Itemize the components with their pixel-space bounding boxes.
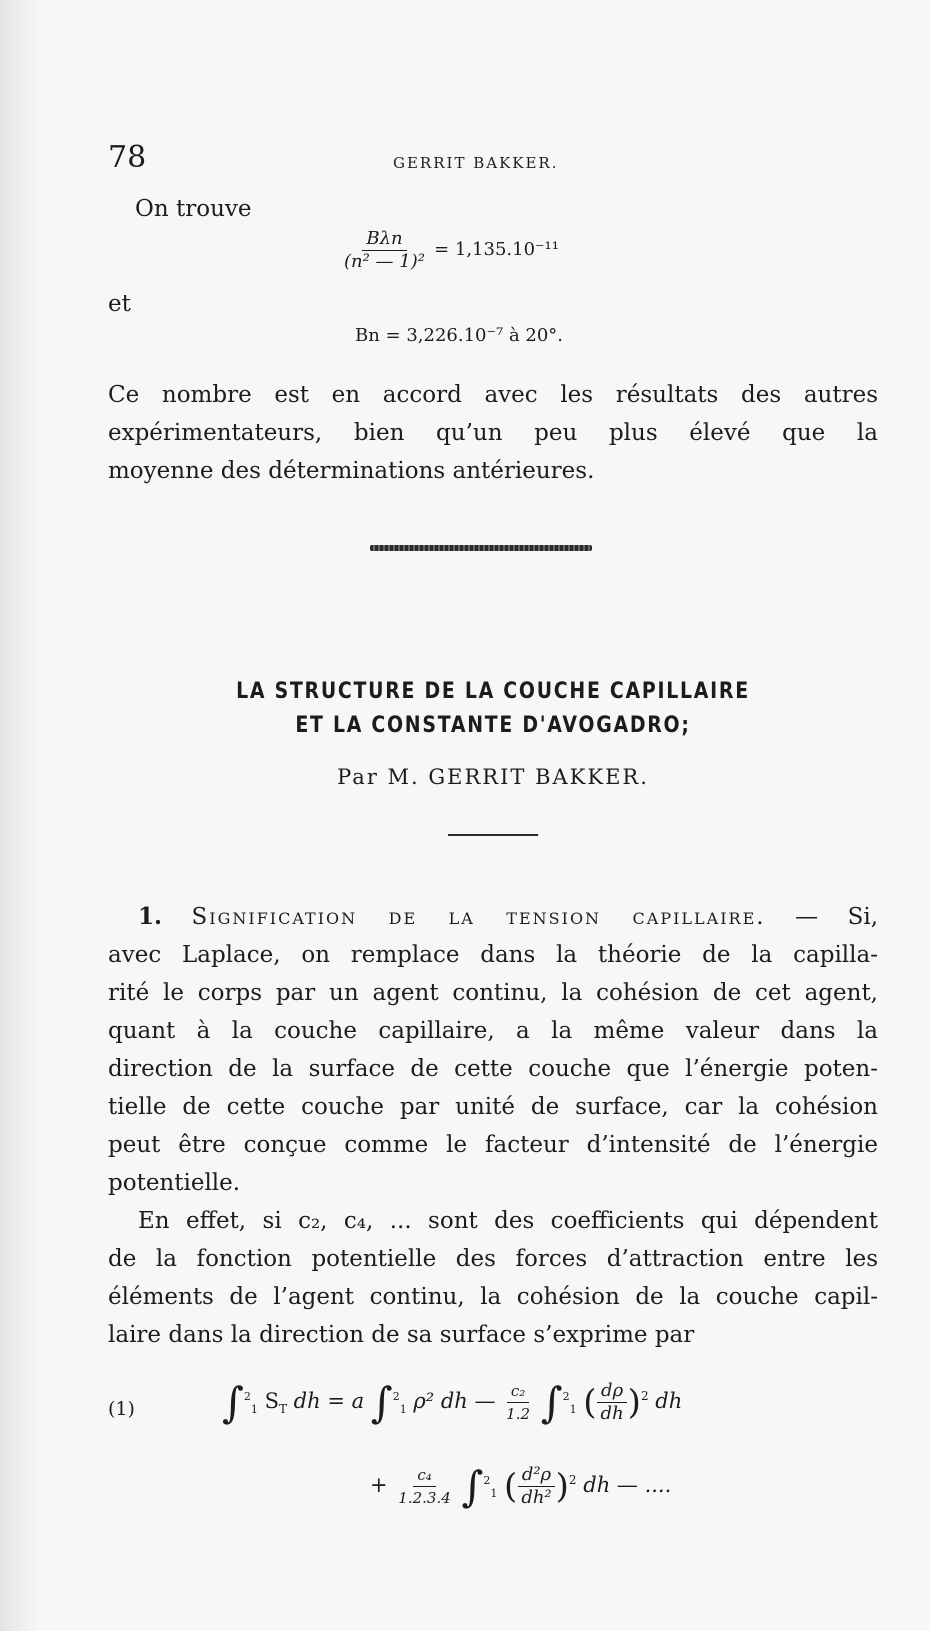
integral-upper-limit: 2 [243,1390,251,1403]
section-heading: Signification de la tension capillaire. [191,904,766,930]
equation-1 [340,228,559,273]
integral-lower-limit: 1 [569,1403,577,1417]
paragraph-2-line-4: laire dans la direction de sa surface s’exprime par [108,1322,695,1348]
equation-1-numerator: Bλn [362,228,406,251]
derivative-denominator: dh² [521,1487,552,1508]
paren-close: ) [555,1466,569,1507]
formula-derivative-1 [597,1380,628,1425]
conclusion-line-1: Ce nombre est en accord avec les résultats des autres [108,382,878,408]
page-number: 78 [108,140,147,175]
section-1-line-2: avec Laplace, on remplace dans la théorie de la capilla- [108,942,878,968]
formula-line-1 [222,1378,682,1427]
integral-sign: ∫ [461,1462,484,1511]
integral-lower-limit: 1 [399,1403,407,1417]
section-1-line-7: peut être conçue comme le facteur d’intensité de l’énergie [108,1132,878,1158]
running-title: GERRIT BAKKER. [393,154,559,172]
equation-1-fraction [340,228,429,273]
derivative-numerator: dρ [597,1380,627,1403]
paragraph-2-line-1: En effet, si c₂, c₄, ... sont des coefficients qui dépendent [138,1208,878,1234]
article-title-line-1: LA STRUCTURE DE LA COUCHE CAPILLAIRE [236,679,750,704]
conclusion-paragraph [108,376,878,490]
formula-s-sub: T [278,1402,287,1417]
section-1-line-4: quant à la couche capillaire, a la même valeur dans la [108,1018,878,1044]
integral-upper-limit: 2 [392,1390,400,1403]
integral-lower-limit: 1 [250,1403,258,1417]
article-title [162,675,824,743]
conclusion-line-3: moyenne des déterminations antérieures. [108,458,595,484]
fraction-denominator: 1.2 [506,1405,531,1423]
formula-plus: + [370,1473,388,1497]
formula-fraction-c4 [394,1464,454,1509]
fraction-numerator: c₂ [507,1380,529,1403]
integral-upper-limit: 2 [483,1474,491,1487]
et-text: et [108,291,131,317]
formula-term-3: dh [655,1389,683,1413]
article-author: Par M. GERRIT BAKKER. [337,765,649,789]
derivative-numerator: d²ρ [518,1464,555,1487]
conclusion-line-2: expérimentateurs, bien qu’un peu plus élevé que la [108,420,878,446]
on-trouve-text: On trouve [135,196,252,222]
paren-open: ( [504,1466,518,1507]
formula-label: (1) [108,1398,135,1420]
section-1-line-3: rité le corps par un agent continu, la cohésion de cet agent, [108,980,878,1006]
article-title-line-2: ET LA CONSTANTE D'AVOGADRO; [295,713,691,738]
section-1-line-5: direction de la surface de cette couche que l’énergie poten- [108,1056,878,1082]
derivative-denominator: dh [600,1403,624,1424]
integral-sign: ∫ [370,1378,393,1427]
formula-term-4: dh — .... [583,1473,672,1497]
equation-2: Bn = 3,226.10⁻⁷ à 20°. [355,325,564,346]
integral-sign: ∫ [222,1378,244,1427]
formula-line-2 [370,1462,671,1511]
section-1-line-1 [108,898,878,936]
formula-term-2: ρ² dh — [413,1389,496,1413]
formula-term-1: dh = a [293,1389,365,1413]
section-1-paragraph [108,898,878,1202]
section-divider [370,545,592,551]
formula-derivative-2 [517,1464,555,1509]
section-1-line-6: tielle de cette couche par unité de surface, car la cohésion [108,1094,878,1120]
formula-fraction-c2 [502,1380,534,1425]
running-head [108,140,888,180]
section-number: 1. [138,903,163,930]
scan-edge [0,0,40,1631]
paragraph-2-line-3: éléments de l’agent continu, la cohésion de la couche capil- [108,1284,878,1310]
paragraph-2-line-2: de la fonction potentielle des forces d’attraction entre les [108,1246,878,1272]
section-1-line-8: potentielle. [108,1170,241,1196]
integral-upper-limit: 2 [562,1390,570,1403]
formula-s: S [264,1389,279,1413]
formula-exponent: 2 [640,1389,649,1403]
section-1-line-1-tail: — Si, [795,904,879,930]
paragraph-2 [108,1202,878,1354]
paren-close: ) [627,1382,641,1423]
integral-lower-limit: 1 [490,1487,498,1501]
equation-1-denominator: (n² — 1)² [344,251,425,272]
integral-sign: ∫ [540,1378,563,1427]
paren-open: ( [583,1382,597,1423]
equation-1-rhs: = 1,135.10⁻¹¹ [434,239,559,260]
formula-exponent: 2 [568,1473,577,1487]
title-rule [448,834,538,836]
fraction-denominator: 1.2.3.4 [398,1489,451,1507]
fraction-numerator: c₄ [413,1464,435,1487]
